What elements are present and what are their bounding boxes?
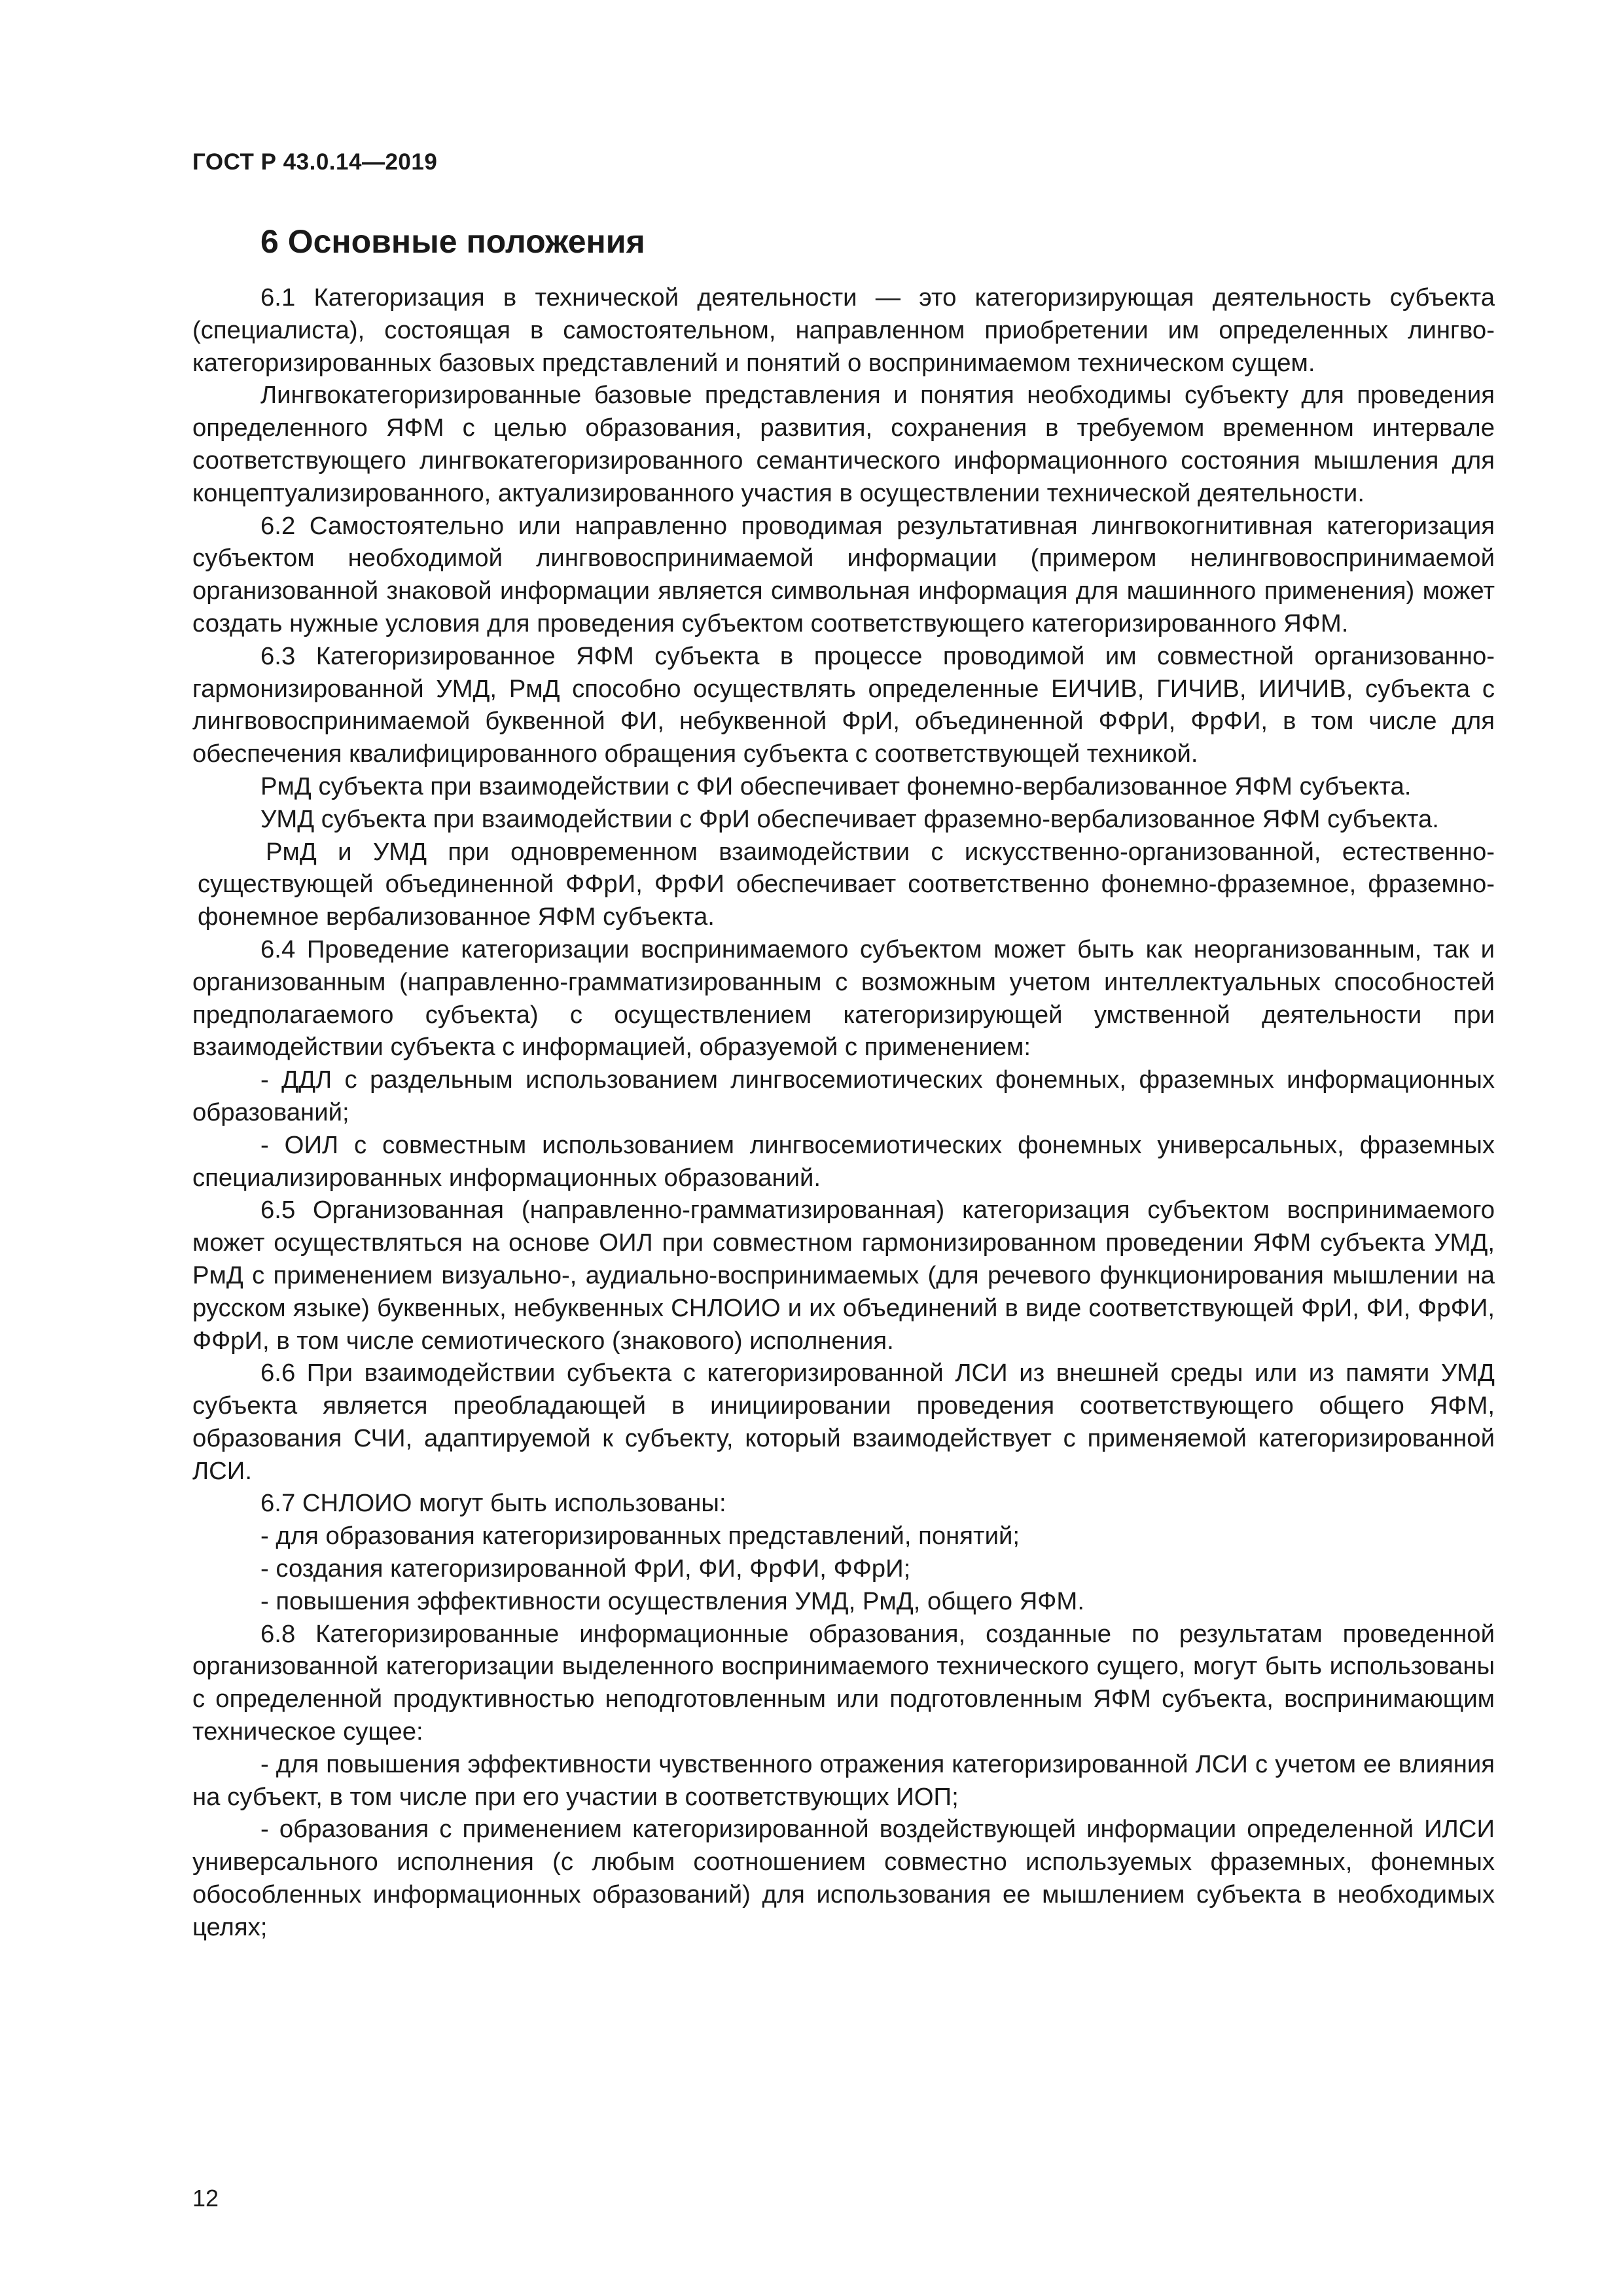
paragraph-6-5: 6.5 Организованная (направленно-грамматизированная) категоризация субъектом воспринимаемого может осуществляться на основе ОИЛ при совместном гармонизированном проведении ЯФМ субъекта УМД, РмД с применением визуально-, аудиально-воспринимаемых (для речевого функционирования мышлении на русском языке) буквенных, небуквенных СНЛОИО и их объединений в виде соответствующей ФрИ, ФИ, ФрФИ, ФФрИ, в том числе семиотического (знакового) исполнения.	[192, 1196, 1495, 1355]
paragraph-6-8: 6.8 Категоризированные информационные образования, созданные по результатам проведенной организованной категоризации выделенного воспринимаемого технического сущего, могут быть использованы с определенной продуктивностью неподготовленным или подготовленным ЯФМ субъекта, воспринимающим техническое сущее:	[192, 1619, 1495, 1746]
paragraph: РмД и УМД при одновременном взаимодействии с искусственно-организованной, естественно-существующей объединенной ФФрИ, ФрФИ обеспечивает соответственно фонемно-фраземное, фраземно-фонемное вербализованное ЯФМ субъекта.	[198, 837, 1495, 931]
section-title: 6 Основные положения	[260, 223, 645, 260]
list-item: - для повышения эффективности чувственного отражения категоризированной ЛСИ с учетом ее влияния на субъект, в том числе при его участии в соответствующих ИОП;	[192, 1749, 1495, 1811]
page-number: 12	[192, 2185, 219, 2212]
list-item: - повышения эффективности осуществления УМД, РмД, общего ЯФМ.	[260, 1587, 1084, 1615]
standard-code: ГОСТ Р 43.0.14—2019	[192, 149, 438, 175]
paragraph-6-7: 6.7 СНЛОИО могут быть использованы:	[260, 1489, 726, 1518]
paragraph-6-3: 6.3 Категоризированное ЯФМ субъекта в процессе проводимой им совместной организованно-гармонизированной УМД, РмД способно осуществлять определенные ЕИЧИВ, ГИЧИВ, ИИЧИВ, субъекта с лингвовоспринимаемой буквенной ФИ, небуквенной ФрИ, объединенной ФФрИ, ФрФИ, в том числе для обеспечения квалифицированного обращения субъекта с соответствующей техникой.	[192, 641, 1495, 768]
paragraph: Лингвокатегоризированные базовые представления и понятия необходимы субъекту для проведения определенного ЯФМ с целью образования, развития, сохранения в требуемом временном интервале соответствующего лингвокатегоризированного семантического информационного состояния мышления для концептуализированного, актуализированного участия в осуществлении технической деятельности.	[192, 381, 1495, 507]
paragraph: УМД субъекта при взаимодействии с ФрИ обеспечивает фраземно-вербализованное ЯФМ субъекта.	[260, 804, 1439, 833]
list-item: - для образования категоризированных представлений, понятий;	[260, 1522, 1020, 1551]
paragraph-6-6: 6.6 При взаимодействии субъекта с категоризированной ЛСИ из внешней среды или из памяти УМД субъекта является преобладающей в инициировании проведения соответствующего общего ЯФМ, образования СЧИ, адаптируемой к субъекту, который взаимодействует с применяемой категоризированной ЛСИ.	[192, 1359, 1495, 1485]
list-item: - ОИЛ с совместным использованием лингвосемиотических фонемных универсальных, фраземных специализированных информационных образований.	[192, 1130, 1495, 1192]
paragraph-6-1: 6.1 Категоризация в технической деятельности — это категоризирующая деятельность субъекта (специалиста), состоящая в самостоятельном, направленном приобретении им определенных лингвокатегоризированных базовых представлений и понятий о воспринимаемом техническом сущем.	[192, 283, 1495, 377]
list-item: - ДДЛ с раздельным использованием лингвосемиотических фонемных, фраземных информационных образований;	[192, 1066, 1495, 1126]
list-item: - образования с применением категоризированной воздействующей информации определенной ИЛСИ универсального исполнения (с любым соотношением совместно используемых фраземных, фонемных обособленных информационных образований) для использования ее мышлением субъекта в необходимых целях;	[192, 1815, 1495, 1941]
paragraph-6-2: 6.2 Самостоятельно или направленно проводимая результативная лингвокогнитивная категоризация субъектом необходимой лингвовоспринимаемой информации (примером нелингвовоспринимаемой организованной знаковой информации является символьная информация для машинного применения) может создать нужные условия для проведения субъектом соответствующего категоризированного ЯФМ.	[192, 511, 1495, 637]
list-item: - создания категоризированной ФрИ, ФИ, ФрФИ, ФФрИ;	[260, 1554, 911, 1583]
paragraph: РмД субъекта при взаимодействии с ФИ обеспечивает фонемно-вербализованное ЯФМ субъекта.	[260, 772, 1412, 800]
paragraph-6-4: 6.4 Проведение категоризации воспринимаемого субъектом может быть как неорганизованным, так и организованным (направленно-грамматизированным с возможным учетом интеллектуальных способностей предполагаемого субъекта) с осуществлением категоризирующей умственной деятельности при взаимодействии субъекта с информацией, образуемой с применением:	[192, 935, 1495, 1062]
document-body	[192, 281, 1495, 1944]
